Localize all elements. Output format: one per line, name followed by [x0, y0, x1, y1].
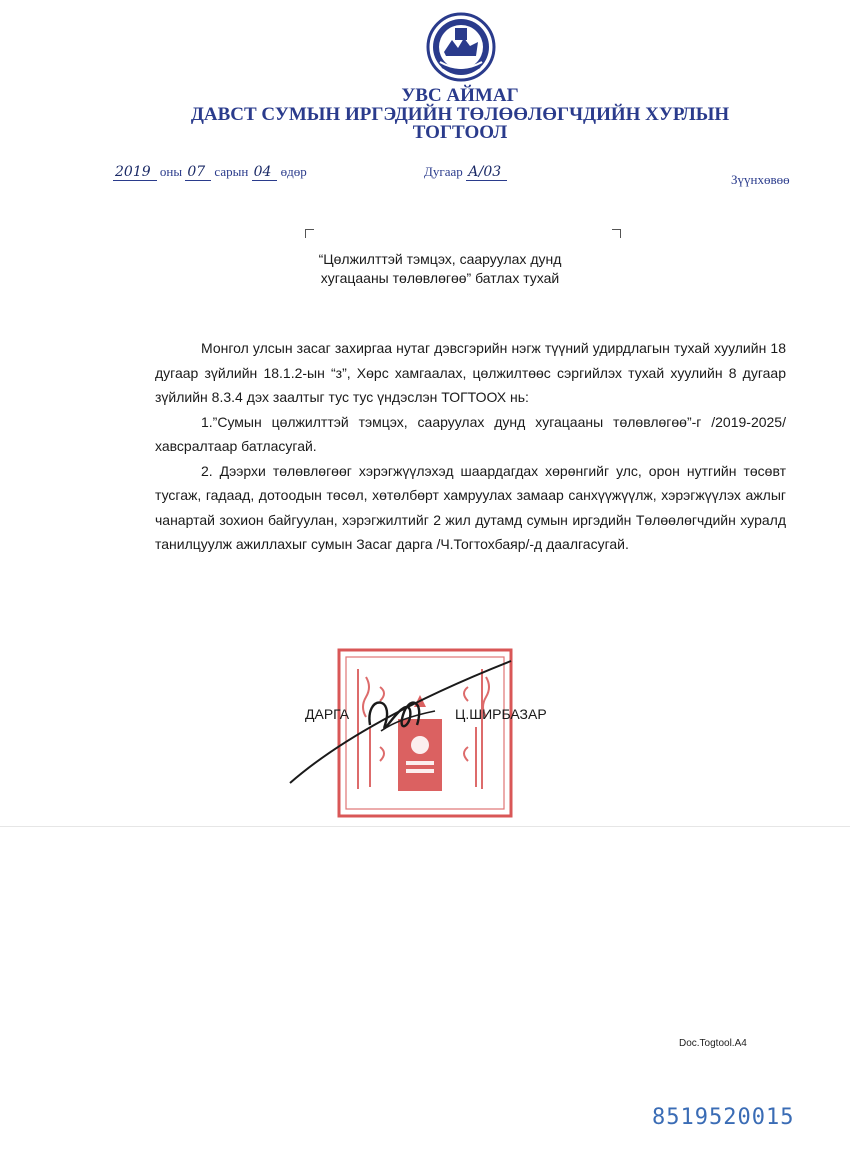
resolution-item-1: 1.”Сумын цөлжилттэй тэмцэх, сааруулах дунд хугацааны төлөвлөгөө”-г /2019-2025/ хавсралтаар батласугай. [155, 413, 786, 454]
preamble-paragraph: Монгол улсын засаг захиргаа нутаг дэвсгэрийн нэгж түүний удирдлагын тухай хуулийн 18 дугаар зүйлийн 18.1.2-ын “з”, Хөрс хамгаалах, цөлжилтөөс сэргийлэх тухай хуулийн 8 дугаар зүйлийн 8.3.4 дэх заалтыг тус тус үндэслэн ТОГТООХ нь: [155, 340, 786, 405]
state-emblem-icon [426, 12, 496, 82]
date-day: 04 [252, 164, 278, 181]
date-day-label: өдөр [280, 164, 307, 179]
date-year: 2019 [113, 164, 157, 181]
resolution-item-2: 2. Дээрхи төлөвлөгөөг хэрэгжүүлэхэд шаардагдах хөрөнгийг улс, орон нутгийн төсөвт тусгаж, гадаад, дотоодын төсөл, хөтөлбөрт хамруулах замаар санхүүжүүлж, хэрэгжүүлэх ажлыг чанартай зохион байгуулан, хэрэгжилтийг 2 жил дутамд сумын иргэдийн Төлөөлөгчдийн хуралд танилцуулж ажиллахыг сумын Засаг дарга /Ч.Тогтохбаяр/-д даалгасугай. [155, 462, 786, 552]
number-label: Дугаар [424, 164, 463, 179]
date-year-label: оны [159, 164, 183, 179]
subject-line-2: хугацааны төлөвлөгөө” батлах тухай [320, 270, 560, 286]
resolution-subject [280, 250, 600, 288]
signatory-title: ДАРГА [305, 706, 350, 722]
date-month-label: сарын [214, 164, 249, 179]
date-month: 07 [185, 164, 211, 181]
signatory-name: Ц.ШИРБАЗАР [455, 706, 547, 722]
serial-number: 8519520015 [652, 1105, 795, 1130]
subject-corner-left [305, 229, 314, 238]
resolution-body [155, 336, 786, 557]
subject-corner-right [612, 229, 621, 238]
date-field [113, 164, 307, 180]
subject-line-1: “Цөлжилттэй тэмцэх, сааруулах дунд [318, 251, 562, 267]
document-number: А/03 [466, 164, 507, 181]
aimag-title: УВС АЙМАГ [401, 85, 519, 106]
handwritten-signature-icon [285, 655, 525, 790]
document-type-title: ТОГТООЛ [412, 122, 508, 143]
council-title: ДАВСТ СУМЫН ИРГЭДИЙН ТӨЛӨӨЛӨГЧДИЙН ХУРЛЫН [190, 104, 730, 125]
page-fold-line [0, 826, 850, 827]
document-template-ref: Doc.Togtool.A4 [679, 1038, 747, 1049]
place-name: Зүүнхөвөө [731, 172, 790, 187]
number-field [424, 164, 507, 180]
